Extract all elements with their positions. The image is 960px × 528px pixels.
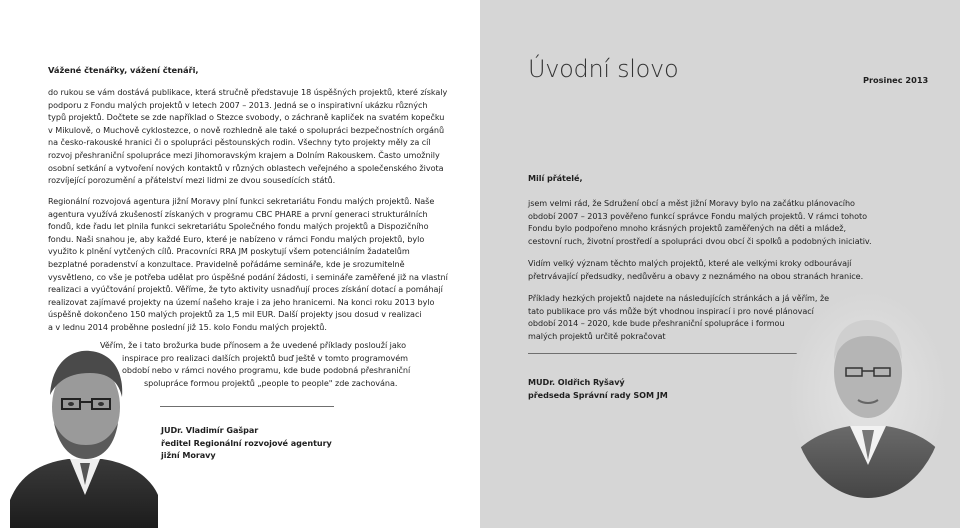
signature-left bbox=[161, 424, 332, 462]
text-line: realizaci a vyúčtování projektů. Věříme, že tyto aktivity usnadňují proces získání dotací a pomáhají bbox=[48, 284, 443, 295]
portrait-rysavy-image bbox=[788, 290, 948, 500]
text-line: bezplatné poradenství a konzultace. Pravidelně pořádáme semináře, kde je srozumitelně bbox=[48, 258, 405, 269]
text-line: rozvoj přeshraniční spolupráce mezi Jihomoravským krajem a Dolním Rakouskem. Často umožnily bbox=[48, 149, 440, 160]
right-paragraph-3 bbox=[528, 292, 829, 342]
text-line: Příklady hezkých projektů najdete na následujících stránkách a já věřím, že bbox=[528, 293, 830, 303]
text-line: úspěšně dokončeno 150 malých projektů za 1,5 mil EUR. Další projekty jsou dosud v realizaci bbox=[48, 309, 422, 320]
left-paragraph-1 bbox=[48, 86, 447, 187]
signature-divider-right bbox=[528, 353, 798, 354]
text-line: fondů, kde řadu let plnila funkci sekretariátu Společného fondu malých projektů a Dispozičního bbox=[48, 221, 429, 232]
text-line: osobní setkání a vytvoření nových kontaktů v různých oblastech veřejného a společenského života bbox=[48, 162, 444, 173]
signer-name: MUDr. Oldřich Ryšavý bbox=[528, 377, 625, 387]
signer-role: předseda Správní rady SOM JM bbox=[528, 389, 668, 400]
text-line: malých projektů určitě pokračovat bbox=[528, 330, 666, 341]
text-line: Fondu bylo podpořeno mnoho krásných projektů zaměřených na děti a mládež, bbox=[528, 223, 846, 234]
signer-name: JUDr. Vladimír Gašpar bbox=[161, 425, 259, 435]
text-line: do rukou se vám dostává publikace, která stručně představuje 18 úspěšných projektů, které získaly bbox=[48, 87, 448, 97]
text-line: cestovní ruch, životní prostředí a spolupráci dvou obcí či spolků a podobných iniciativ. bbox=[528, 235, 872, 246]
greeting-text: Milí přátelé, bbox=[528, 173, 583, 183]
date-label: Prosinec 2013 bbox=[863, 75, 929, 85]
text-line: a v lednu 2014 proběhne poslední již 15. kolo Fondu malých projektů. bbox=[48, 321, 327, 332]
portrait-photo-rysavy bbox=[788, 290, 948, 500]
page-title: Úvodní slovo bbox=[528, 55, 679, 83]
left-greeting bbox=[48, 64, 198, 77]
text-line: inspirace pro realizaci dalších projektů buď ještě v tomto programovém bbox=[122, 352, 409, 363]
text-line: Věřím, že i tato brožurka bude přínosem a že uvedené příklady poslouží jako bbox=[100, 340, 407, 350]
text-line: jsem velmi rád, že Sdružení obcí a měst jižní Moravy bylo na začátku plánovacího bbox=[528, 198, 855, 208]
signer-role: ředitel Regionální rozvojové agentury bbox=[161, 437, 332, 448]
greeting-text: Vážené čtenářky, vážení čtenáři, bbox=[48, 65, 199, 75]
text-line: využito k plnění vytčených cílů. Pracovníci RRA JM poskytují všem potenciálním žadatelům bbox=[48, 246, 410, 257]
text-line: podporu z Fondu malých projektů v letech 2007 – 2013. Jedná se o inspirativní ukázku různých bbox=[48, 99, 428, 110]
right-greeting bbox=[528, 172, 583, 185]
text-line: fondu. Naši snahou je, aby každé Euro, které je nabízeno v rámci Fondu malých projektů, bylo bbox=[48, 233, 425, 244]
text-line: na česko-rakouské hranici či o spolupráci pěstounských rodin. Všechny tyto projekty měly za cíl bbox=[48, 137, 431, 148]
text-line: Vidím velký význam těchto malých projektů, které ale velkými kroky odbourávají bbox=[528, 258, 852, 268]
text-line: období nebo v rámci nového programu, kde bude podobná přeshraniční bbox=[122, 365, 411, 376]
left-paragraph-2 bbox=[48, 195, 448, 334]
signature-right bbox=[528, 376, 668, 401]
text-line: přetrvávající předsudky, nedůvěru a obavy z neznámého na obou stranách hranice. bbox=[528, 270, 864, 281]
signature-divider-left bbox=[160, 406, 334, 407]
text-line: Regionální rozvojová agentura jižní Moravy plní funkci sekretariátu Fondu malých projektů. Naše bbox=[48, 196, 435, 206]
text-line: rozvíjející porozumění a přátelství mezi lidmi ze dvou sousedících států. bbox=[48, 175, 336, 186]
right-paragraph-1 bbox=[528, 197, 872, 247]
text-line: spolupráce formou projektů „people to people" zde zachována. bbox=[144, 377, 398, 388]
text-line: tato publikace pro vás může být vhodnou inspirací i pro nové plánovací bbox=[528, 305, 814, 316]
text-line: typů projektů. Dočtete se zde například o Stezce svobody, o záchraně kapliček na svatém kopečku bbox=[48, 112, 445, 123]
text-line: agentura využívá zkušeností získaných v programu CBC PHARE a první generaci strukturálních bbox=[48, 208, 428, 219]
left-paragraph-3 bbox=[100, 339, 410, 389]
right-paragraph-2 bbox=[528, 257, 863, 282]
text-line: období 2014 – 2020, kde bude přeshraniční spolupráce i formou bbox=[528, 318, 785, 329]
text-line: v Mikulově, o Muchově cyklostezce, o nově rozhledně ale také o spolupráci bezpečnostních orgánů bbox=[48, 124, 445, 135]
text-line: období 2007 – 2013 pověřeno funkcí správce Fondu malých projektů. V rámci tohoto bbox=[528, 210, 868, 221]
text-line: realizovat zajímavé projekty na území našeho kraje i za jeho hranicemi. Na konci roku 2013 bylo bbox=[48, 296, 435, 307]
text-line: vysvětleno, co vše je potřeba udělat pro úspěšné podání žádosti, i semináře zaměřené již na vlastní bbox=[48, 271, 448, 282]
signer-role-cont: jižní Moravy bbox=[161, 450, 216, 461]
